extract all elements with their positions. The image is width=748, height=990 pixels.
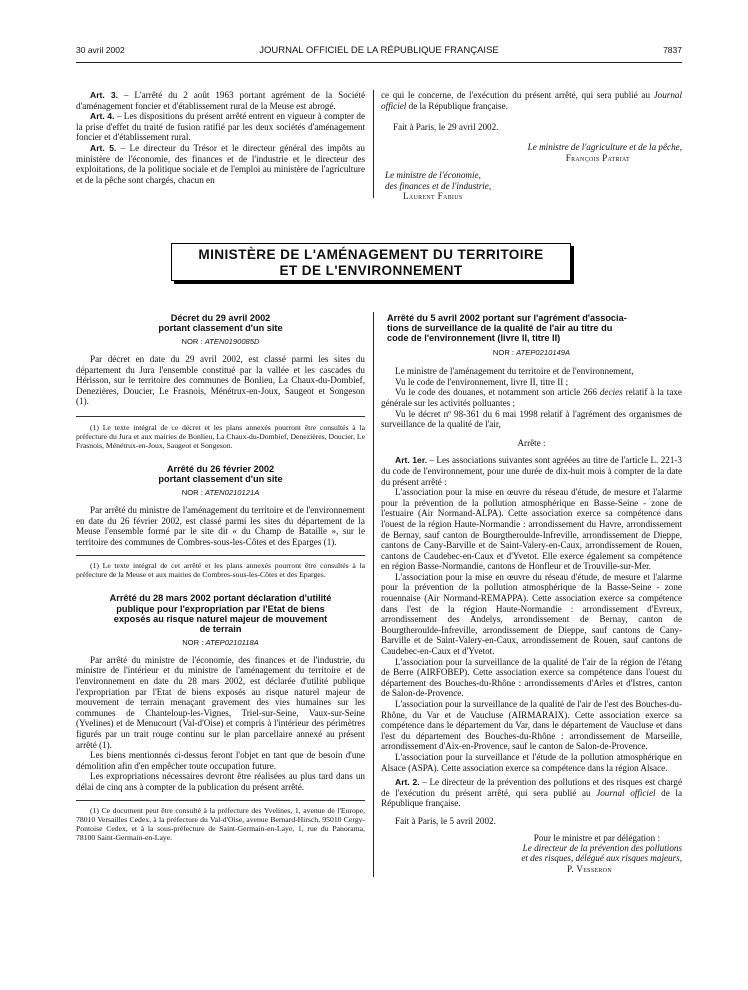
- article-5: Art. 5. – Le directeur du Trésor et le directeur général des impôts au ministère de l'économie, des finances et de l'industrie et le directeur des exploitations, de la politique sociale et de l'emploi au ministère de l'agriculture et de la pêche sont chargés, chacun en: [76, 142, 365, 185]
- arrete26-title: Arrêté du 26 février 2002 portant classement d'un site: [158, 463, 283, 485]
- article-1: Art. 1er. – Les associations suivantes sont agréées au titre de l'article L. 221-3 du code de l'environnement, pour une durée de dix-huit mois à compter de la date du présent arrêté :: [381, 455, 682, 487]
- arrete26-body: Par arrêté du ministre de l'aménagement du territoire et de l'environnement en date du 26 février 2002, est classé parmi les sites du département de la Meuse l'ensemble formé par le site dit « du Champ de Bataille », sur le territoire des communes de Combres-sous-les-Côtes et des Eparges (1).: [76, 504, 365, 547]
- arrete-formula: Arrête :: [517, 437, 546, 448]
- page-number: 7837: [663, 45, 682, 55]
- signature-economie: Le ministre de l'économie, des finances et de l'industrie, Laurent Fabius: [385, 170, 492, 202]
- top-left-column: [76, 90, 365, 185]
- header-date: 30 avril 2002: [76, 45, 125, 55]
- execution-clause: ce qui le concerne, de l'exécution du présent arrêté, qui sera publié au Journal officiel de la République française.: [381, 90, 682, 111]
- visa-minister: Le ministre de l'aménagement du territoire et de l'environnement,: [395, 366, 634, 377]
- article-3: Art. 3. – L'arrêté du 2 août 1963 portant agrément de la Société d'aménagement foncier et d'établissement rural de la Meuse est abrogé.: [76, 90, 365, 111]
- signature-vesseron: Pour le ministre et par délégation : Le directeur de la prévention des pollutions et des risques, délégué aux risques majeurs, P. Vesseron: [521, 832, 682, 874]
- header-title: JOURNAL OFFICIEL DE LA RÉPUBLIQUE FRANÇAISE: [259, 45, 499, 56]
- arrete5-title: Arrêté du 5 avril 2002 portant sur l'agrément d'associa- tions de surveillance de la qualité de l'air au titre du code de l'environnement (livre II, titre II): [387, 313, 627, 344]
- decret-footnote: (1) Le texte intégral de ce décret et les plans annexés pourront être consultés à la préfecture du Jura et aux mairies de Bonlieu, La Chaux-du-Dombief, Denezières, Doucier, Le Frasnois, Ménétrux-en-Joux, Saugeot et Songeson.: [76, 422, 365, 450]
- fait-paris-2: Fait à Paris, le 5 avril 2002.: [395, 815, 496, 826]
- decret-body: Par décret en date du 29 avril 2002, est classé parmi les sites du département du Jura l'ensemble constitué par la vallée et les cascades du Hérisson, sur le territoire des communes de Bonlieu, La Chaux-du-Dombief, Denezières, Doucier, Le Frasnois, Ménétrux-en-Joux, Saugeot et Songeson (1).: [76, 354, 365, 407]
- separator: [76, 800, 365, 801]
- article-4: Art. 4. – Les dispositions du présent arrêté entrent en vigueur à compter de la prise d'effet du traité de fusion ratifié par les deux sociétés d'aménagement foncier et d'établissement rural.: [76, 111, 366, 143]
- arrete28-footnote: (1) Ce document peut être consulté à la préfecture des Yvelines, 1, avenue de l'Europe, 78010 Versailles Cedex, à la préfecture du Val-d'Oise, avenue Bernard-Hirsch, 95010 Cergy-Pontoise Cedex, et à la sous-préfecture de Saint-Germain-en-Laye, 1, rue du Panorama, 78100 Saint-Germain-en-Laye.: [76, 806, 365, 843]
- visa-3: Vu le décret nº 98-361 du 6 mai 1998 relatif à l'agrément des organismes de surveillance de la qualité de l'air,: [381, 408, 682, 430]
- main-column-divider: [373, 312, 374, 877]
- signature-agriculture: Le ministre de l'agriculture et de la pêche, François Patriat: [527, 142, 682, 163]
- arrete28-body-2: Les biens mentionnés ci-dessus feront l'objet en tant que de besoin d'une démolition afin d'en empêcher toute occupation future.: [76, 750, 365, 771]
- separator: [76, 555, 365, 556]
- right-main-column: [381, 313, 682, 874]
- association-aspa: L'association pour la surveillance et l'étude de la pollution atmosphérique en Alsace (ASPA). Cette association exerce sa compétence dans la région Alsace.: [381, 751, 682, 773]
- left-main-column: [76, 313, 365, 842]
- arrete5-nor: NOR : ATEP0210149A: [492, 347, 571, 357]
- arrete28-title: Arrêté du 28 mars 2002 portant déclaration d'utilité publique pour l'expropriation par l'Etat de biens exposés au risque naturel majeur de mouvement de terrain: [109, 593, 332, 634]
- arrete26-footnote: (1) Le texte intégral de cet arrêté et les plans annexés pourront être consultés à la préfecture de la Meuse et aux mairies de Combres-sous-les-Côtes et des Eparges.: [76, 561, 365, 580]
- top-right-column: [381, 90, 682, 111]
- fait-paris-1: Fait à Paris, le 29 avril 2002.: [393, 122, 499, 132]
- running-header: [76, 45, 682, 59]
- decret-nor: NOR : ATEN0190085D: [181, 337, 260, 347]
- association-air-normand-alpa: L'association pour la mise en œuvre du réseau d'étude, de mesure et l'alarme pour la prévention de la pollution atmosphérique en Basse-Seine - zone de l'estuaire (Air Normand-ALPA). Cette association exerce sa compétence dans l'ouest de la région Haute-Normandie : arrondissement du Havre, arrondissement de Bernay, sauf canton de Bourgtheroulde-Infreville, arrondissement de Dieppe, cantons de Cany-Barville et de Saint-Valery-en-Caux, arrondissement de Rouen, cantons de Caudebec-en-Caux et d'Yvetot. Elle exerce également sa compétence en région Basse-Normandie, cantons de Honfleur et de Trouville-sur-Mer.: [381, 487, 682, 572]
- header-rule: [76, 62, 682, 63]
- arrete28-body-1: Par arrêté du ministre de l'économie, des finances et de l'industrie, du ministre de l'intérieur et du ministre de l'aménagement du territoire et de l'environnement en date du 28 mars 2002, est déclarée d'utilité publique l'expropriation par l'Etat de biens exposés au risque naturel majeur de mouvement de terrain menaçant gravement des vies humaines sur les communes de Chanteloup-les-Vignes, Triel-sur-Seine, Vaux-sur-Seine (Yvelines) et de Menucourt (Val-d'Oise) et compris à l'intérieur des périmètres figurés par un trait rouge continu sur le plan parcellaire annexé au présent arrêté (1).: [76, 654, 365, 750]
- visa-1: Vu le code de l'environnement, livre II, titre II ;: [395, 376, 569, 387]
- arrete28-nor: NOR : ATEP0210118A: [182, 638, 259, 648]
- decret-title: Décret du 29 avril 2002 portant classement d'un site: [158, 313, 283, 334]
- separator: [76, 416, 365, 417]
- association-air-normand-remappa: L'association pour la mise en œuvre du réseau d'étude, de mesure et l'alarme pour la prévention de la pollution atmosphérique de la Basse-Seine - zone rouennaise (Air Normand-REMAPPA). Cette association exerce sa compétence dans l'est de la région Haute-Normandie : arrondissement d'Evreux, arrondissement des Andelys, arrondissement de Bernay, canton de Bourgtheroulde-Infreville, arrondissement de Dieppe, sauf cantons de Cany-Barville et de Saint-Valery-en-Caux, arrondissement de Rouen, sauf cantons de Caudebec-en-Caux et d'Yvetot.: [381, 571, 682, 657]
- arrete26-nor: NOR : ATEN0210121A: [181, 488, 260, 498]
- article-2: Art. 2. – Le directeur de la prévention des pollutions et des risques est chargé de l'exécution du présent arrêté, qui sera publié au Journal officiel de la République française.: [381, 777, 682, 809]
- association-airmaraix: L'association pour la surveillance de la qualité de l'air de l'est des Bouches-du-Rhône, du Var et de Vaucluse (AIRMARAIX). Cette association exerce sa compétence dans le département du Var, dans le département de Vaucluse et dans l'est du département des Bouches-du-Rhône : arrondissement de Marseille, arrondissement d'Aix-en-Provence, sauf le canton de Salon-de-Provence.: [381, 699, 682, 752]
- arrete28-body-3: Les expropriations nécessaires devront être réalisées au plus tard dans un délai de cinq ans à compter de la publication du présent arrêté.: [76, 771, 365, 792]
- visa-2: Vu le code des douanes, et notamment son article 266 decies relatif à la taxe générale sur les activités polluantes ;: [381, 387, 682, 408]
- top-column-divider: [373, 90, 374, 198]
- association-airfobep: L'association pour la surveillance de la qualité de l'air de la région de l'étang de Berre (AIRFOBEP). Cette association exerce sa compétence dans l'ouest du département des Bouches-du-Rhône : arrondissements d'Arles et d'Istres, canton de Salon-de-Provence.: [381, 656, 682, 699]
- ministry-banner: MINISTÈRE DE L'AMÉNAGEMENT DU TERRITOIRE ET DE L'ENVIRONNEMENT: [171, 243, 571, 281]
